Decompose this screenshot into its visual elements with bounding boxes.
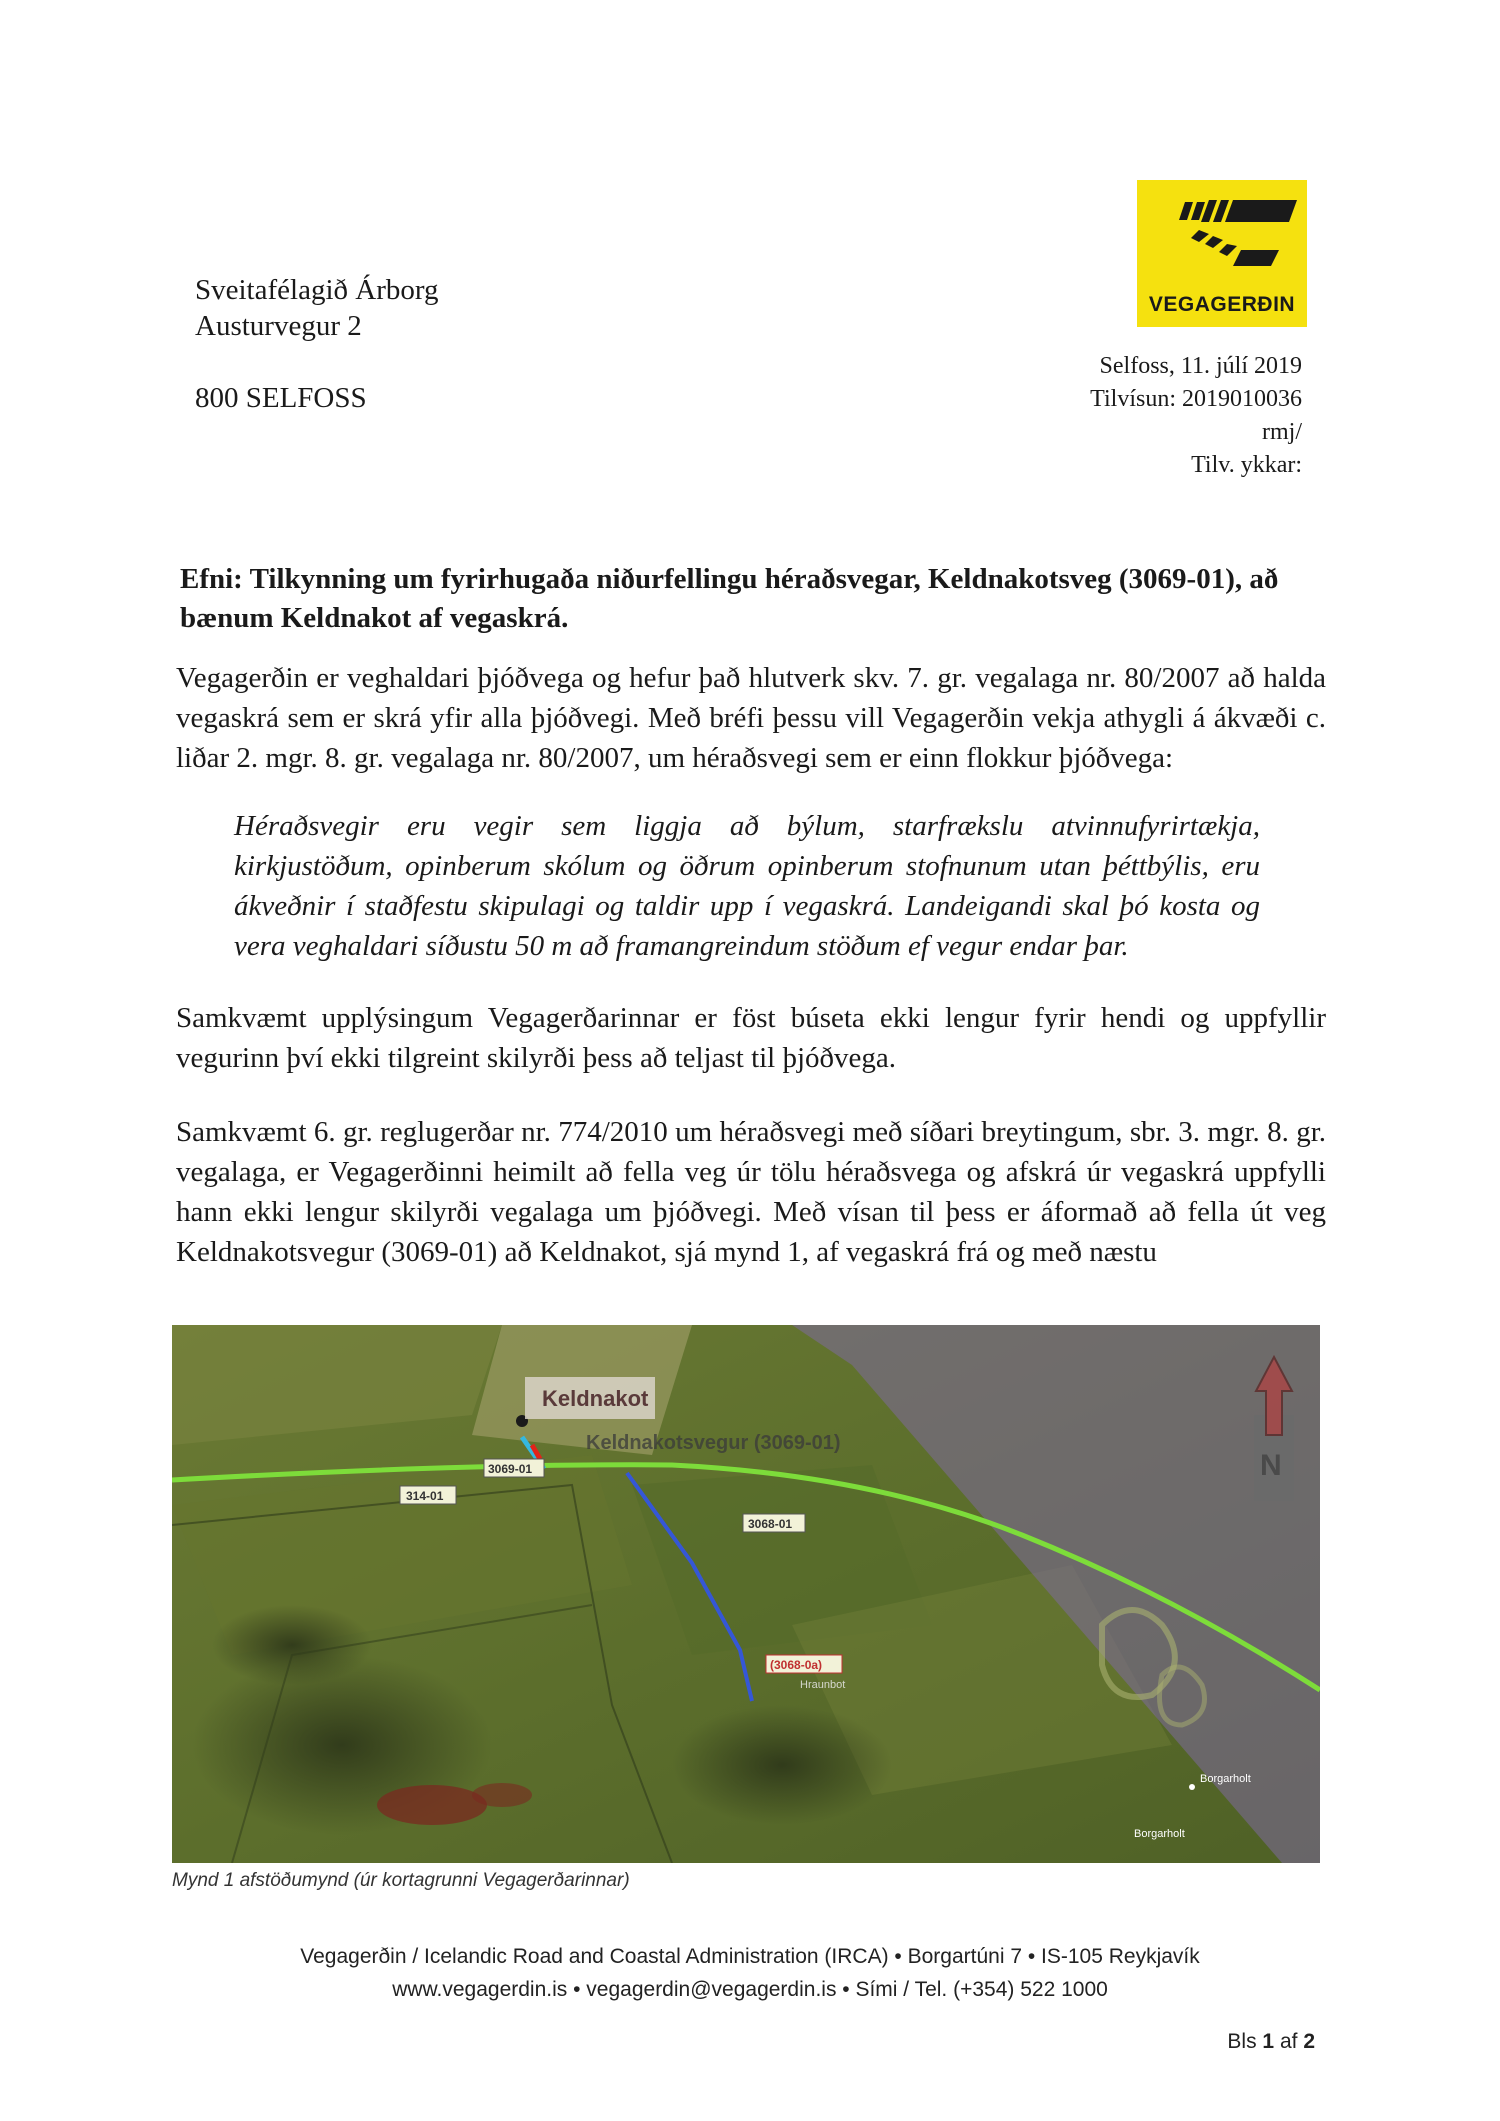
logo-mark-icon — [1137, 180, 1307, 295]
figure-caption: Mynd 1 afstöðumynd (úr kortagrunni Vegagerðarinnar) — [172, 1870, 630, 1891]
logo-name: VEGAGERÐIN — [1148, 293, 1296, 316]
recipient-city: 800 SELFOSS — [195, 382, 367, 414]
recipient-address — [195, 272, 438, 416]
letter-subject: Efni: Tilkynning um fyrirhugaða niðurfellingu héraðsvegar, Keldnakotsveg (3069-01), að bænum Keldnakot af vegaskrá. — [180, 563, 1279, 634]
map-place-borgarholt-1: Borgarholt — [1200, 1773, 1251, 1785]
footer-line-1: Vegagerðin / Icelandic Road and Coastal Administration (IRCA) • Borgartúni 7 • IS-105 Reykjavík — [300, 1945, 1200, 1968]
map-tag-3068a: (3068-0a) — [770, 1658, 823, 1672]
map-tag-314: 314-01 — [406, 1489, 444, 1503]
map-label-farm: Keldnakot — [542, 1386, 649, 1411]
page-current: 1 — [1262, 2030, 1275, 2053]
map-tag-3068: 3068-01 — [748, 1517, 793, 1531]
paragraph-3: Samkvæmt 6. gr. reglugerðar nr. 774/2010 um héraðsvegi með síðari breytingum, sbr. 3. mgr. 8. gr. vegalaga, er Vegagerðinni heimilt að fella veg úr tölu héraðsvega og afskrá úr vegaskrá uppfylli hann ekki lengur skilyrði vegalaga um þjóðvegi. Með vísan til þess er áformað að fella út veg Keldnakotsvegur (3069-01) að Keldnakot, sjá mynd 1, af vegaskrá frá og með næstu — [176, 1116, 1326, 1268]
map-figure — [172, 1325, 1320, 1863]
page-mid: af — [1279, 2030, 1298, 2053]
letter-your-ref: Tilv. ykkar: — [1191, 452, 1302, 478]
paragraph-1: Vegagerðin er veghaldari þjóðvega og hefur það hlutverk skv. 7. gr. vegalaga nr. 80/2007 að halda vegaskrá sem er skrá yfir alla þjóðvegi. Með bréfi þessu vill Vegagerðin vekja athygli á ákvæði c. liðar 2. mgr. 8. gr. vegalaga nr. 80/2007, um héraðsvegi sem er einn flokkur þjóðvega: — [176, 662, 1326, 774]
map-place-hraunbot: Hraunbot — [800, 1679, 846, 1691]
north-arrow-label: N — [1260, 1449, 1282, 1482]
footer-line-2: www.vegagerdin.is • vegagerdin@vegagerdin.is • Sími / Tel. (+354) 522 1000 — [392, 1978, 1108, 2001]
map-tag-3069: 3069-01 — [488, 1462, 533, 1476]
map-place-borgarholt-2: Borgarholt — [1134, 1828, 1185, 1840]
paragraph-2: Samkvæmt upplýsingum Vegagerðarinnar er föst búseta ekki lengur fyrir hendi og uppfyllir vegurinn því ekki tilgreint skilyrði þess að teljast til þjóðvega. — [176, 1002, 1326, 1074]
vegagerdin-logo — [1137, 180, 1307, 327]
page-number — [1227, 2030, 1315, 2054]
letter-meta — [1090, 350, 1302, 482]
letter-initials: rmj/ — [1262, 419, 1302, 445]
map-label-road: Keldnakotsvegur (3069-01) — [586, 1432, 841, 1454]
page-prefix: Bls — [1227, 2030, 1257, 2053]
recipient-name: Sveitafélagið Árborg — [195, 274, 439, 306]
letter-footer — [0, 1940, 1500, 2006]
recipient-street: Austurvegur 2 — [195, 310, 362, 342]
law-quote: Héraðsvegir eru vegir sem liggja að býlum, starfrækslu atvinnufyrirtækja, kirkjustöðum, opinberum skólum og öðrum opinberum stofnunum utan þéttbýlis, eru ákveðnir í staðfestu skipulagi og taldir upp í vegaskrá. Landeigandi skal þó kosta og vera veghaldari síðustu 50 m að framangreindum stöðum ef vegur endar þar. — [234, 810, 1260, 962]
letter-reference: Tilvísun: 2019010036 — [1090, 386, 1302, 412]
letter-date: Selfoss, 11. júlí 2019 — [1099, 353, 1302, 379]
page-total: 2 — [1303, 2030, 1315, 2053]
map-image — [172, 1325, 1320, 1863]
